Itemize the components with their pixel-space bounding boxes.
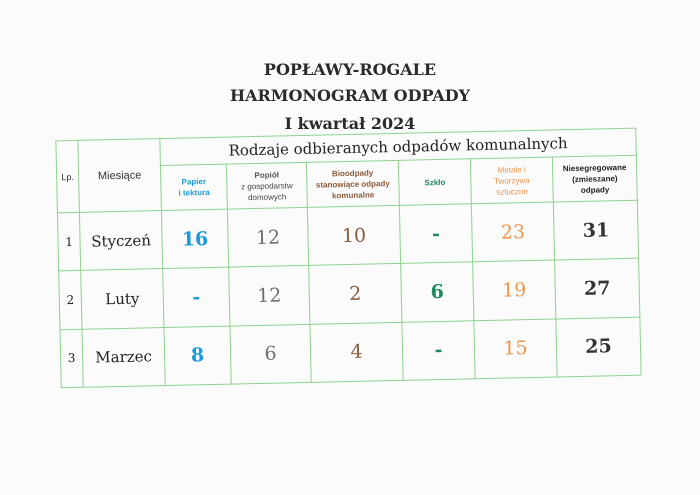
category-ash-line3: domowych xyxy=(247,191,287,202)
category-metal-line2: Tworzywa xyxy=(493,175,530,186)
category-bio-line1: Bioodpady xyxy=(331,167,374,178)
category-mixed xyxy=(552,155,637,202)
mixed-value: 31 xyxy=(553,200,638,260)
category-metal-line3: sztuczne xyxy=(496,186,528,197)
row-number: 3 xyxy=(60,329,83,388)
mixed-value: 27 xyxy=(555,258,640,318)
metal-plastic-value: 23 xyxy=(471,202,554,262)
row-number: 2 xyxy=(59,271,82,330)
glass-value: - xyxy=(402,320,475,380)
metal-plastic-value: 15 xyxy=(474,319,557,379)
quarter-title: I kwartał 2024 xyxy=(284,114,416,133)
category-mixed-line2: (zmieszane) xyxy=(572,173,618,184)
row-number: 1 xyxy=(57,212,80,271)
glass-value: - xyxy=(399,204,472,264)
category-paper xyxy=(160,164,227,210)
category-bio xyxy=(306,160,399,207)
schedule-table-wrap xyxy=(55,128,640,389)
month-header: Miesiące xyxy=(78,139,162,213)
ash-value: 12 xyxy=(227,207,308,267)
bio-value: 2 xyxy=(309,264,402,324)
lp-header: Lp. xyxy=(56,140,80,212)
location-title: POPŁAWY-ROGALE xyxy=(263,60,437,79)
category-metal-line1: Metale i xyxy=(497,164,526,175)
paper-value: 8 xyxy=(164,326,231,386)
bio-value: 4 xyxy=(310,322,403,382)
category-mixed-line1: Niesegregowane xyxy=(562,162,627,173)
category-mixed-line3: odpady xyxy=(580,184,610,195)
paper-value: 16 xyxy=(161,209,228,269)
category-bio-line3: komunalne xyxy=(331,189,375,200)
paper-value: - xyxy=(163,267,230,327)
ash-value: 6 xyxy=(230,324,311,384)
category-glass xyxy=(398,159,471,206)
row-month: Marzec xyxy=(82,327,165,387)
category-ash-line1: Popiół xyxy=(254,169,279,180)
table-row xyxy=(60,317,641,388)
category-paper-line1: Papier xyxy=(181,177,207,187)
glass-value: 6 xyxy=(401,262,474,322)
schedule-title: HARMONOGRAM ODPADY xyxy=(229,86,471,105)
ash-value: 12 xyxy=(229,266,310,326)
mixed-value: 25 xyxy=(556,317,641,377)
waste-types-header: Rodzaje odbieranych odpadów komunalnych xyxy=(160,128,637,165)
category-ash xyxy=(226,162,307,209)
row-month: Luty xyxy=(81,269,164,329)
row-month: Styczeń xyxy=(79,211,162,271)
metal-plastic-value: 19 xyxy=(473,260,556,320)
category-metal-plastic xyxy=(470,157,553,204)
category-ash-line2: z gospodarstw xyxy=(241,180,293,191)
bio-value: 10 xyxy=(307,205,400,265)
category-glass-line1: Szkło xyxy=(424,177,446,187)
category-bio-line2: stanowiące odpady xyxy=(315,178,390,190)
category-paper-line2: i tektura xyxy=(178,188,210,198)
schedule-table xyxy=(55,128,641,389)
